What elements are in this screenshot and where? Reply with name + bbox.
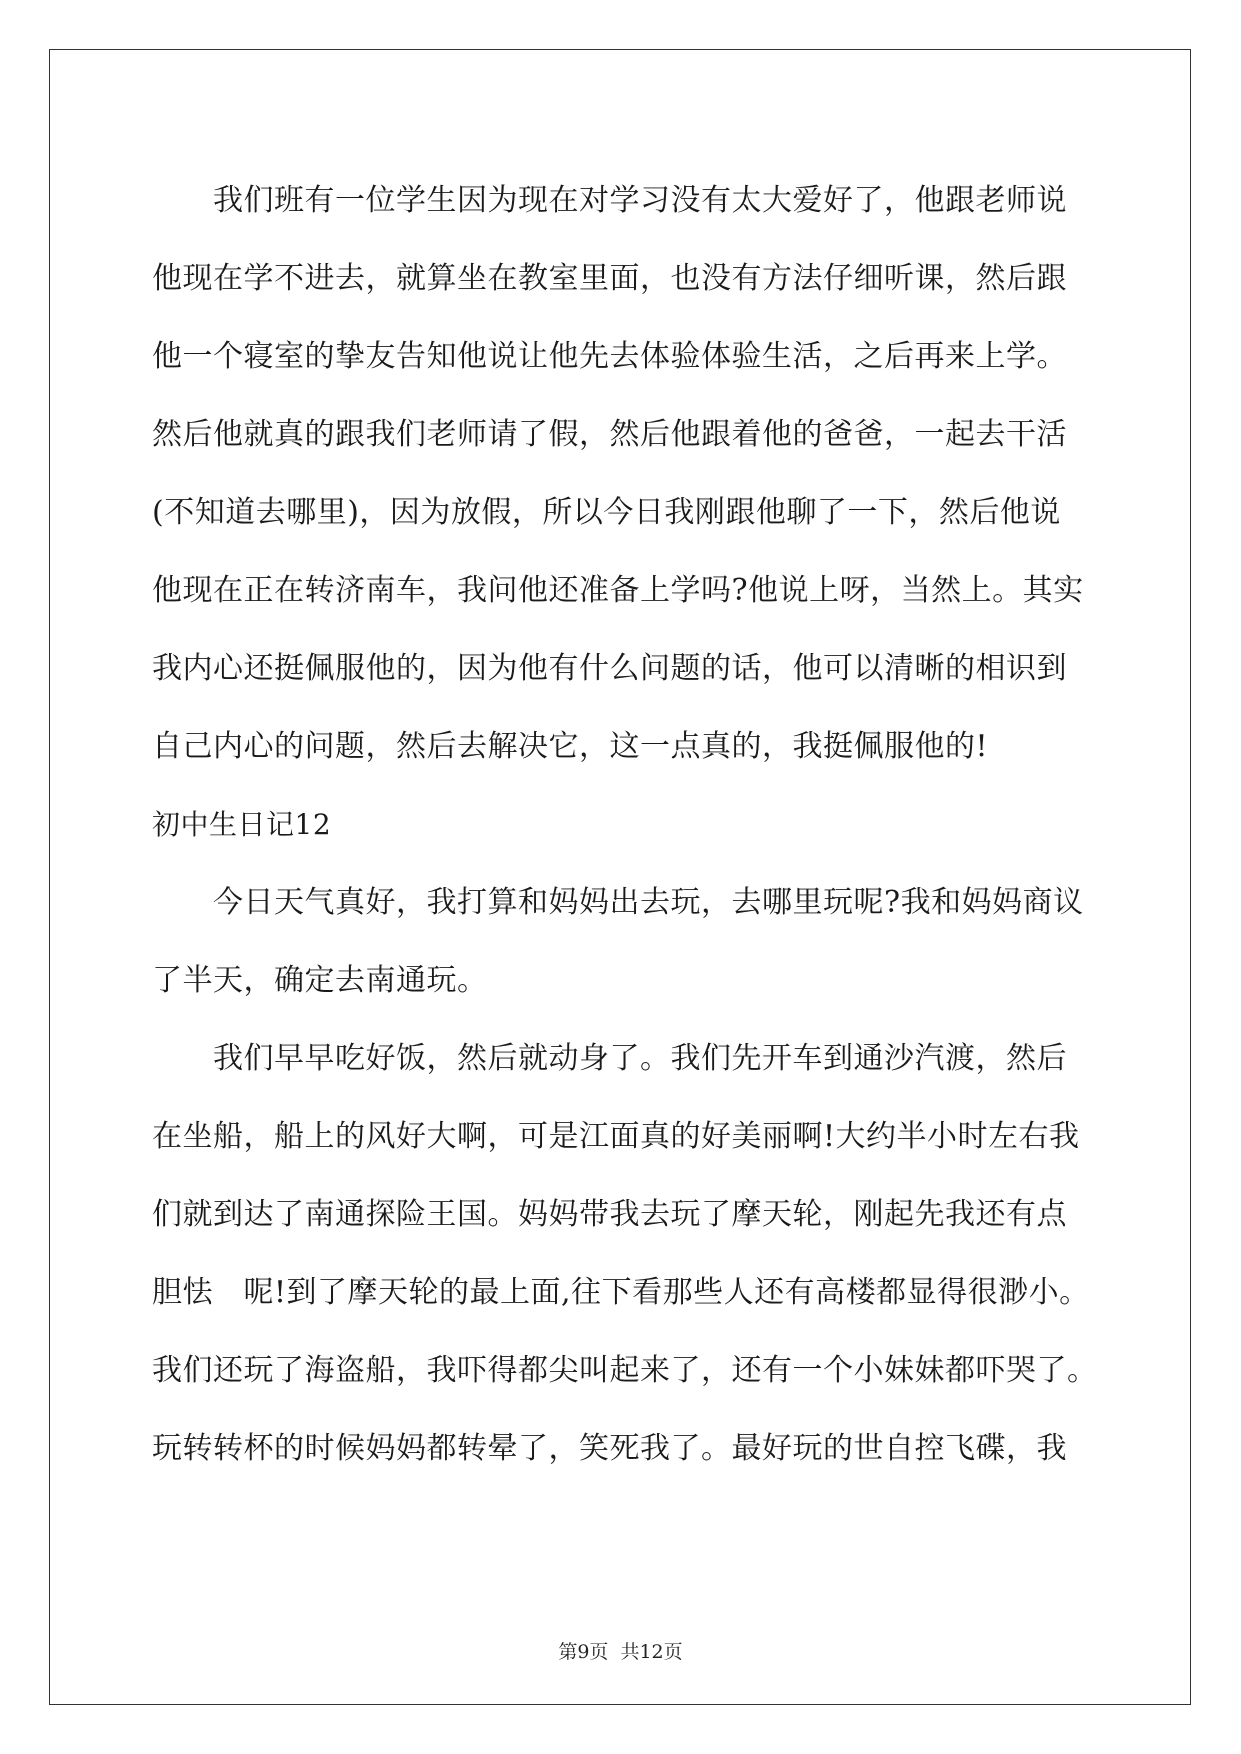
page-total: 共12页 xyxy=(620,1641,683,1663)
paragraph-line: (不知道去哪里)，因为放假，所以今日我刚跟他聊了一下，然后他说 xyxy=(152,495,1061,530)
paragraph-line: 我们班有一位学生因为现在对学习没有太大爱好了，他跟老师说 xyxy=(213,183,1067,218)
paragraph-line: 们就到达了南通探险王国。妈妈带我去玩了摩天轮，刚起先我还有点 xyxy=(152,1197,1067,1232)
paragraph-line: 自己内心的问题，然后去解决它，这一点真的，我挺佩服他的! xyxy=(152,729,989,764)
paragraph-line: 今日天气真好，我打算和妈妈出去玩，去哪里玩呢?我和妈妈商议 xyxy=(213,885,1084,920)
page-footer xyxy=(0,1637,1241,1664)
paragraph-line: 我们还玩了海盗船，我吓得都尖叫起来了，还有一个小妹妹都吓哭了。 xyxy=(152,1353,1098,1388)
paragraph-line: 他现在学不进去，就算坐在教室里面，也没有方法仔细听课，然后跟 xyxy=(152,261,1067,296)
page-number: 第9页 xyxy=(558,1641,609,1663)
paragraph-line: 他现在正在转济南车，我问他还准备上学吗?他说上呀，当然上。其实 xyxy=(152,573,1084,608)
paragraph-line: 然后他就真的跟我们老师请了假，然后他跟着他的爸爸，一起去干活 xyxy=(152,417,1067,452)
document-body xyxy=(152,162,1097,1488)
section-heading: 初中生日记12 xyxy=(152,808,332,841)
paragraph-line: 他一个寝室的挚友告知他说让他先去体验体验生活，之后再来上学。 xyxy=(152,339,1067,374)
paragraph-line: 玩转转杯的时候妈妈都转晕了，笑死我了。最好玩的世自控飞碟，我 xyxy=(152,1431,1067,1466)
paragraph-line: 我内心还挺佩服他的，因为他有什么问题的话，他可以清晰的相识到 xyxy=(152,651,1067,686)
paragraph-line: 了半天，确定去南通玩。 xyxy=(152,963,488,998)
paragraph-line: 胆怯 呢!到了摩天轮的最上面,往下看那些人还有高楼都显得很渺小。 xyxy=(152,1275,1090,1310)
paragraph-line: 在坐船，船上的风好大啊，可是江面真的好美丽啊!大约半小时左右我 xyxy=(152,1119,1080,1154)
paragraph-line: 我们早早吃好饭，然后就动身了。我们先开车到通沙汽渡，然后 xyxy=(213,1041,1067,1076)
